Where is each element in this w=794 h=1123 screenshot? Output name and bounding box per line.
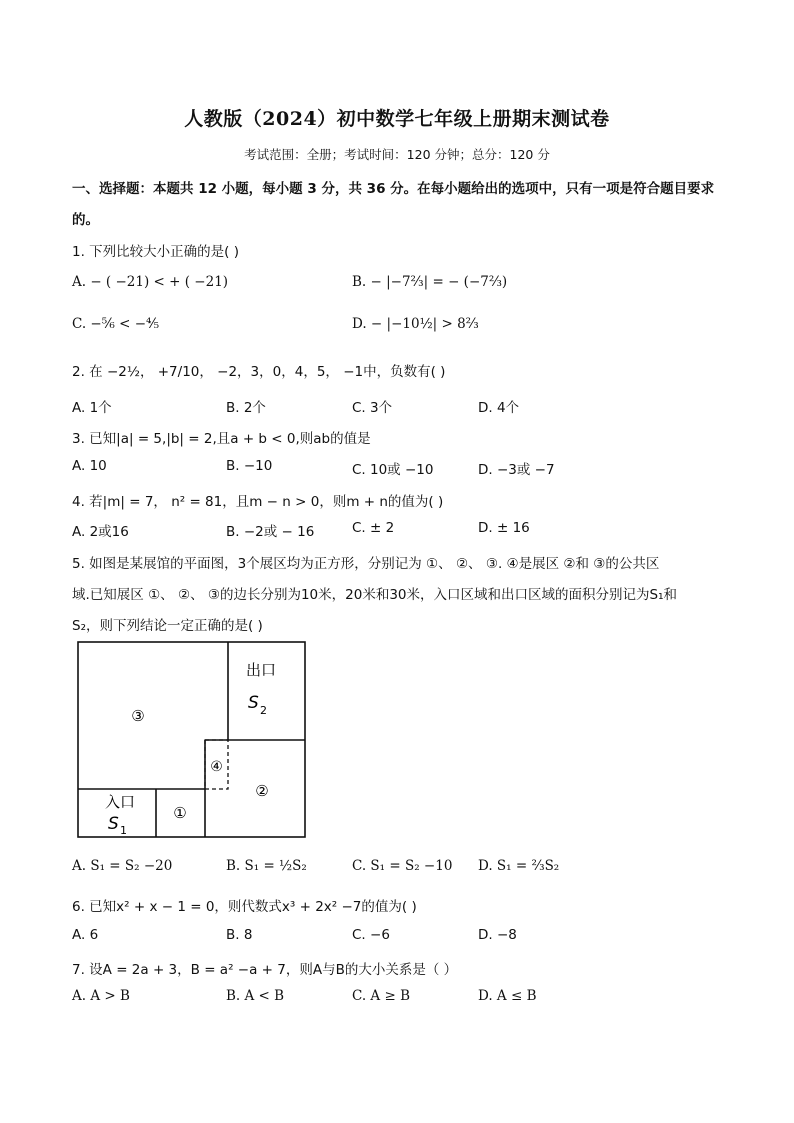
region-2-label: ② (255, 782, 269, 800)
entrance-area-var: S (108, 814, 119, 834)
q3-option-b: B. −10 (226, 458, 273, 474)
floor-plan-figure (76, 640, 308, 840)
q2-option-d: D. 4个 (478, 400, 520, 416)
q7-option-b: B. A < B (226, 988, 285, 1004)
q1-option-c: C. −⅚ < −⅘ (72, 316, 160, 332)
exit-label: 出口 (245, 661, 277, 679)
q4-option-d: D. ± 16 (478, 520, 530, 536)
exit-area-sub: 2 (260, 704, 267, 717)
q5-option-a: A. S₁ = S₂ −20 (72, 858, 173, 874)
q6-option-c: C. −6 (352, 927, 390, 943)
question-6-stem: 6. 已知x² + x − 1 = 0，则代数式x³ + 2x² −7的值为( ) (72, 899, 417, 915)
question-4-stem: 4. 若|m| = 7， n² = 81，且m − n > 0，则m + n的值为( ) (72, 494, 444, 510)
region-3-label: ③ (131, 707, 145, 725)
entrance-label: 入口 (104, 793, 136, 811)
q3-option-d: D. −3或 −7 (478, 462, 555, 478)
q7-option-a: A. A > B (72, 988, 130, 1004)
q6-option-b: B. 8 (226, 927, 253, 943)
q1-option-b: B. − |−7⅔| = − (−7⅔) (352, 274, 508, 290)
exam-info: 考试范围：全册；考试时间：120 分钟；总分：120 分 (244, 147, 550, 162)
q5-option-b: B. S₁ = ½S₂ (226, 858, 307, 874)
q5-option-c: C. S₁ = S₂ −10 (352, 858, 453, 874)
q2-option-a: A. 1个 (72, 400, 112, 416)
q5-option-d: D. S₁ = ⅔S₂ (478, 858, 560, 874)
q7-option-d: D. A ≤ B (478, 988, 537, 1004)
q1-option-a: A. − ( −21) < + ( −21) (72, 274, 229, 290)
page-title: 人教版（2024）初中数学七年级上册期末测试卷 (184, 108, 610, 130)
section-heading: 一、选择题：本题共 12 小题，每小题 3 分，共 36 分。在每小题给出的选项中，只有一项是符合题目要求 (72, 181, 715, 197)
q6-option-d: D. −8 (478, 927, 517, 943)
q3-option-c: C. 10或 −10 (352, 462, 434, 478)
question-5-stem-line-1: 5. 如图是某展馆的平面图，3个展区均为正方形，分别记为 ①、 ②、 ③. ④是展区 ②和 ③的公共区 (72, 556, 660, 572)
region-4-label: ④ (210, 759, 223, 775)
question-3-stem: 3. 已知|a| = 5,|b| = 2,且a + b < 0,则ab的值是 (72, 431, 371, 447)
question-2-stem: 2. 在 −2½， +7/10， −2，3，0，4，5， −1中，负数有( ) (72, 364, 446, 380)
q2-option-c: C. 3个 (352, 400, 393, 416)
q4-option-b: B. −2或 − 16 (226, 524, 315, 540)
q4-option-a: A. 2或16 (72, 524, 129, 540)
q3-option-a: A. 10 (72, 458, 107, 474)
question-1-stem: 1. 下列比较大小正确的是( ) (72, 244, 239, 260)
q2-option-b: B. 2个 (226, 400, 266, 416)
exit-area-var: S (248, 693, 259, 713)
q6-option-a: A. 6 (72, 927, 99, 943)
question-7-stem: 7. 设A = 2a + 3，B = a² −a + 7，则A与B的大小关系是（ ） (72, 962, 458, 978)
question-5-stem-line-2: 域.已知展区 ①、 ②、 ③的边长分别为10米，20米和30米，入口区域和出口区域的面积分别记为S₁和 (72, 587, 677, 603)
q1-option-d: D. − |−10½| > 8⅔ (352, 316, 479, 332)
q7-option-c: C. A ≥ B (352, 988, 410, 1004)
q4-option-c: C. ± 2 (352, 520, 395, 536)
entrance-area-sub: 1 (120, 824, 127, 837)
region-1-label: ① (173, 804, 187, 822)
question-5-stem-line-3: S₂，则下列结论一定正确的是( ) (72, 618, 263, 634)
section-heading-cont: 的。 (72, 212, 99, 228)
